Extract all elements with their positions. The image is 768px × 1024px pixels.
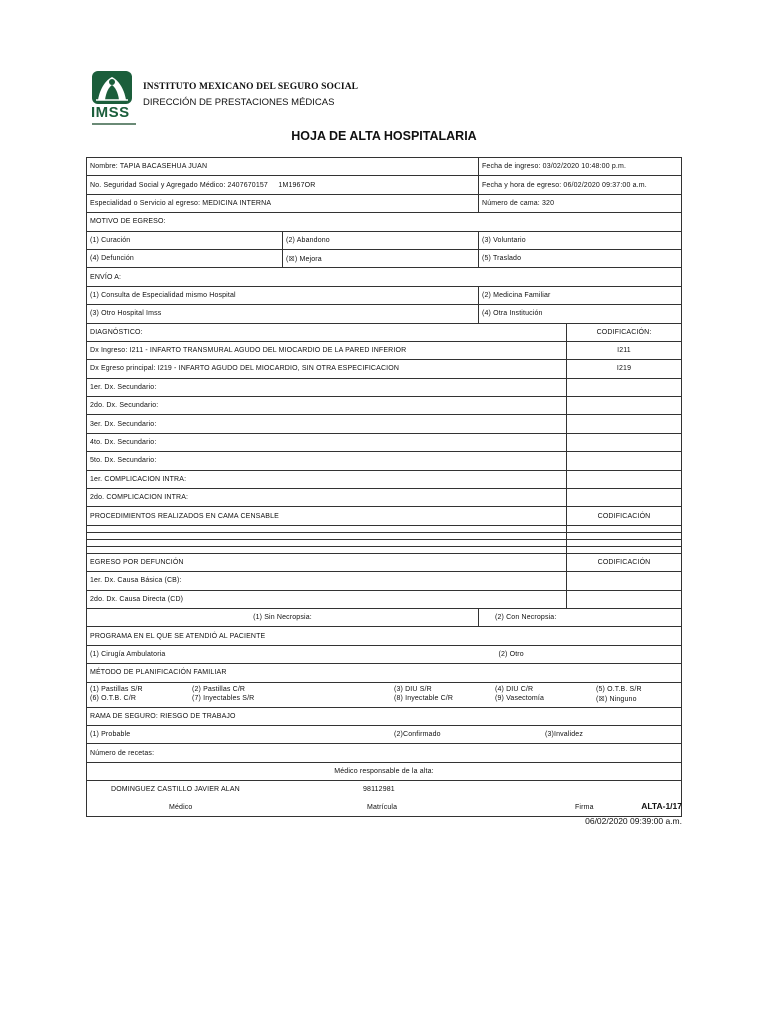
diagnosis-row (87, 489, 682, 507)
firma-label: Firma (575, 803, 594, 811)
programa-heading: PROGRAMA EN EL QUE SE ATENDIÓ AL PACIENTE (87, 627, 682, 645)
diagnosis-code (567, 433, 682, 451)
planificacion-options (87, 682, 682, 707)
medico-name: DOMINGUEZ CASTILLO JAVIER ALAN (111, 786, 240, 794)
diagnosis-code (567, 397, 682, 415)
planificacion-option: (8) Inyectable C/R (394, 694, 454, 702)
envio-option: (3) Otro Hospital Imss (87, 305, 479, 323)
diagnosis-code (567, 452, 682, 470)
name-row (87, 158, 682, 176)
causa-basica: 1er. Dx. Causa Básica (CB): (87, 572, 567, 590)
programa-option: (2) Otro (479, 645, 682, 663)
diagnostico-header-row (87, 323, 682, 341)
imss-logo (90, 70, 138, 130)
diagnosis-row (87, 341, 682, 359)
diagnosis-label: Dx Egreso principal: I219 - INFARTO AGUDO DEL MIOCARDIO, SIN OTRA ESPECIFICACION (87, 360, 567, 378)
diagnosis-label: 4to. Dx. Secundario: (87, 433, 567, 451)
diagnosis-label: Dx Ingreso: I211 - INFARTO TRANSMURAL AGUDO DEL MIOCARDIO DE LA PARED INFERIOR (87, 341, 567, 359)
recetas-label: Número de recetas: (87, 744, 682, 762)
sin-necropsia: (1) Sin Necropsia: (87, 608, 479, 626)
print-timestamp: 06/02/2020 09:39:00 a.m. (585, 816, 682, 826)
envio-option: (2) Medicina Familiar (479, 286, 682, 304)
discharge-specialty: Especialidad o Servicio al egreso: MEDICINA INTERNA (87, 194, 479, 212)
diagnosis-label: 5to. Dx. Secundario: (87, 452, 567, 470)
motivo-option: (4) Defunción (87, 249, 283, 267)
defuncion-code-heading: CODIFICACIÓN (567, 553, 682, 571)
planificacion-option: (3) DIU S/R (394, 685, 432, 693)
envio-row-1 (87, 286, 682, 304)
discharge-date: Fecha y hora de egreso: 06/02/2020 09:37:00 a.m. (479, 176, 682, 194)
motivo-option: (5) Traslado (479, 249, 682, 267)
planificacion-option: (7) Inyectables S/R (192, 694, 255, 702)
procedimientos-header-row (87, 507, 682, 525)
riesgo-row (87, 725, 682, 743)
motivo-option: (1) Curación (87, 231, 283, 249)
specialty-row (87, 194, 682, 212)
social-security-number: No. Seguridad Social y Agregado Médico: 2407670157 1M1967OR (87, 176, 479, 194)
diagnosis-row (87, 452, 682, 470)
diagnostico-code-heading: CODIFICACIÓN: (567, 323, 682, 341)
diagnosis-code: I211 (567, 341, 682, 359)
planificacion-option-checked: (☒) Ninguno (596, 695, 637, 703)
planificacion-option: (5) O.T.B. S/R (596, 685, 642, 693)
diagnosis-label: 2do. COMPLICACION INTRA: (87, 489, 567, 507)
programa-row (87, 645, 682, 663)
procedimientos-heading: PROCEDIMIENTOS REALIZADOS EN CAMA CENSABLE (87, 507, 567, 525)
diagnostico-heading: DIAGNÓSTICO: (87, 323, 567, 341)
diagnosis-label: 1er. Dx. Secundario: (87, 378, 567, 396)
medico-values-row (87, 781, 682, 799)
riesgo-option: (3)Invalidez (545, 730, 583, 738)
medico-heading: Médico responsable de la alta: (87, 762, 682, 780)
matricula-label: Matrícula (367, 803, 398, 811)
page-title: HOJA DE ALTA HOSPITALARIA (291, 129, 477, 143)
diagnosis-code (567, 470, 682, 488)
defuncion-heading: EGRESO POR DEFUNCIÓN (87, 553, 567, 571)
envio-heading: ENVÍO A: (87, 268, 682, 286)
motivo-option: (2) Abandono (283, 231, 479, 249)
form-id: ALTA-1/17 (641, 801, 682, 811)
motivo-heading: MOTIVO DE EGRESO: (87, 213, 682, 231)
patient-name: Nombre: TAPIA BACASEHUA JUAN (87, 158, 479, 176)
medico-matricula: 98112981 (363, 786, 395, 794)
planificacion-option: (6) O.T.B. C/R (90, 694, 137, 702)
medico-label: Médico (169, 803, 193, 811)
planificacion-option: (2) Pastillas C/R (192, 685, 246, 693)
diagnosis-row (87, 433, 682, 451)
diagnosis-label: 1er. COMPLICACION INTRA: (87, 470, 567, 488)
discharge-form (86, 157, 682, 817)
diagnosis-row (87, 378, 682, 396)
diagnosis-label: 3er. Dx. Secundario: (87, 415, 567, 433)
institution-name: INSTITUTO MEXICANO DEL SEGURO SOCIAL (143, 82, 359, 92)
planificacion-option: (4) DIU C/R (495, 685, 534, 693)
planificacion-heading: MÉTODO DE PLANIFICACIÓN FAMILIAR (87, 664, 682, 682)
diagnosis-code: I219 (567, 360, 682, 378)
diagnosis-code (567, 415, 682, 433)
diagnosis-row (87, 397, 682, 415)
causa-directa: 2do. Dx. Causa Directa (CD) (87, 590, 567, 608)
riesgo-option: (2)Confirmado (394, 730, 441, 738)
programa-option: (1) Cirugía Ambulatoria (87, 645, 479, 663)
necropsia-row (87, 608, 682, 626)
diagnosis-code (567, 378, 682, 396)
riesgo-option: (1) Probable (90, 731, 131, 739)
admission-date: Fecha de ingreso: 03/02/2020 10:48:00 p.m. (479, 158, 682, 176)
procedimientos-code-heading: CODIFICACIÓN (567, 507, 682, 525)
diagnosis-label: 2do. Dx. Secundario: (87, 397, 567, 415)
motivo-option: (3) Voluntario (479, 231, 682, 249)
motivo-row-2 (87, 249, 682, 267)
diagnosis-code (567, 489, 682, 507)
motivo-row-1 (87, 231, 682, 249)
logo-wordmark: IMSS (91, 104, 130, 121)
motivo-option-checked: (☒) Mejora (283, 249, 479, 267)
planificacion-option: (1) Pastillas S/R (90, 685, 143, 693)
envio-option: (1) Consulta de Especialidad mismo Hospital (87, 286, 479, 304)
envio-row-2 (87, 305, 682, 323)
bed-number: Número de cama: 320 (479, 194, 682, 212)
envio-option: (4) Otra Institución (479, 305, 682, 323)
planificacion-option: (9) Vasectomía (495, 694, 545, 702)
medico-labels-row (87, 799, 682, 817)
con-necropsia: (2) Con Necropsia: (479, 608, 682, 626)
department-name: DIRECCIÓN DE PRESTACIONES MÉDICAS (143, 97, 335, 108)
diagnosis-row (87, 360, 682, 378)
diagnosis-row (87, 415, 682, 433)
riesgo-heading: RAMA DE SEGURO: RIESGO DE TRABAJO (87, 707, 682, 725)
nss-row (87, 176, 682, 194)
defuncion-header-row (87, 553, 682, 571)
diagnosis-row (87, 470, 682, 488)
